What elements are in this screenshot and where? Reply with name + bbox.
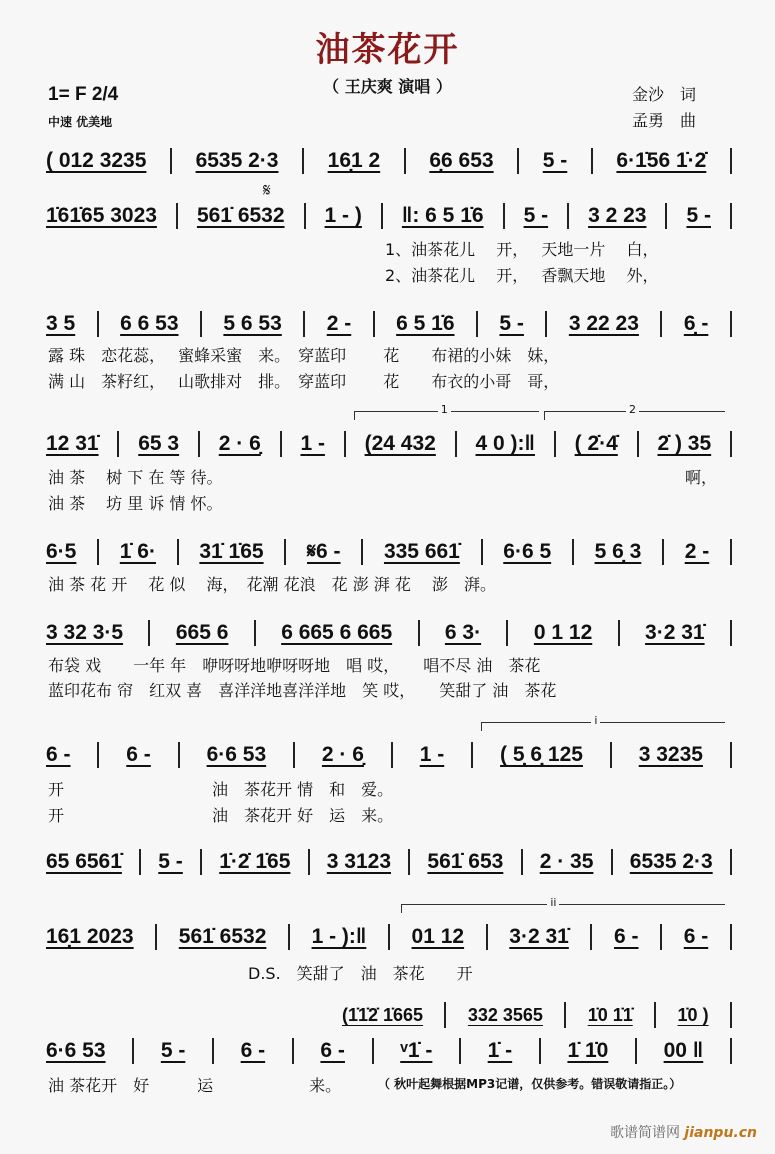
measure: 0 1 12 (533, 621, 593, 644)
barline (304, 203, 306, 229)
lyric-line: 油 茶花开 情 和 爱。 (212, 780, 394, 799)
barline (288, 924, 290, 950)
measure: 6 6 53 (120, 312, 179, 335)
lyric-line: 布袋 戏 一年 年 咿呀呀地咿呀呀地 唱 哎， 唱不尽 油 茶花 (48, 656, 541, 675)
lyric-line: 油 茶 坊 里 诉 情 怀。 (48, 494, 223, 513)
lyric-line: 油 茶 树 下 在 等 待。 (48, 468, 223, 487)
barline (381, 203, 383, 229)
barline (662, 539, 664, 565)
barline (459, 1038, 461, 1064)
composer: 孟勇 曲 (632, 111, 697, 130)
barline (517, 148, 519, 174)
barline (476, 311, 478, 337)
barline (506, 620, 508, 646)
barline (611, 849, 613, 875)
measure: 5 - (499, 312, 524, 335)
barline (730, 742, 732, 768)
watermark (610, 1122, 757, 1142)
watermark-text: 歌谱简谱网 (609, 1125, 680, 1141)
lyric-line: 油 茶花开 好 运 来。 (212, 806, 394, 825)
measure: 2 - (326, 312, 352, 335)
measure: ( 2̇·4̇ (574, 432, 618, 455)
barline (200, 311, 202, 337)
barline (590, 924, 592, 950)
barline (486, 924, 488, 950)
measure: 6 - (46, 743, 71, 766)
barline (344, 431, 346, 457)
staff-row (46, 1036, 732, 1066)
measure: 1̇ - (487, 1039, 513, 1062)
measure: 6 - (614, 925, 639, 948)
measure: 1̇0 1̇1̇ (587, 1004, 633, 1025)
lyric-line: 油 茶花开 好 运 来。 (48, 1076, 342, 1095)
staff-row (46, 847, 732, 877)
measure: 6·6 53 (206, 743, 267, 766)
barline (660, 311, 662, 337)
measure: ‖: 6 5 1̇6 (401, 204, 484, 227)
barline (212, 1038, 214, 1064)
barline (471, 742, 473, 768)
lyric-line: 露 珠 恋花蕊， 蜜蜂采蜜 来。 穿蓝印 花 布裙的小妹 妹， (48, 346, 560, 365)
lyric-line: 1、油茶花儿 开， 天地一片 白， (385, 240, 659, 259)
measure: 6·1̇56 1̇·2̇ (616, 149, 707, 172)
barline (418, 620, 420, 646)
barline (567, 203, 569, 229)
staff-row (46, 429, 732, 459)
barline (618, 620, 620, 646)
barline (654, 1002, 656, 1028)
measure: 3·2 31̇ (509, 925, 569, 948)
measure: 335 661̇ (383, 540, 460, 563)
staff-row (46, 618, 732, 648)
measure: 1̇61̇65 3023 (46, 204, 157, 227)
lyric-line: 油 茶 花 开 花 似 海， 花潮 花浪 花 澎 湃 花 澎 湃。 (48, 575, 496, 594)
barline (97, 311, 99, 337)
measure: 561̇ 653 (427, 850, 504, 873)
transcription-note: （ 秋叶起舞根据MP3记谱，仅供参考。错误敬请指正。） (378, 1077, 682, 1091)
measure: 1̇ 1̇0 (567, 1039, 609, 1062)
measure: (1̇1̇2̇ 1̇665 (342, 1004, 424, 1025)
volta-2 (544, 403, 725, 420)
barline (97, 742, 99, 768)
barline (730, 539, 732, 565)
barline (97, 539, 99, 565)
measure: 3 3123 (326, 850, 392, 873)
lyric-line: D.S. 笑甜了 油 茶花 开 (248, 964, 473, 983)
measure: 𝄋6 - (307, 540, 341, 563)
measure: 1̇ 6· (119, 540, 156, 563)
barline (521, 849, 523, 875)
measure: 4 0 ):‖ (475, 432, 535, 455)
measure: 16̣1 2 (327, 149, 381, 172)
barline (292, 1038, 294, 1064)
barline (155, 924, 157, 950)
lyric-line: 满 山 茶籽红， 山歌排对 排。 穿蓝印 花 布衣的小哥 哥， (48, 372, 560, 391)
measure: 65 3 (138, 432, 180, 455)
measure: 2 · 35 (539, 850, 594, 873)
measure: 665 6 (175, 621, 229, 644)
barline (388, 924, 390, 950)
lyricist: 金沙 词 (632, 85, 697, 104)
measure: 5 6 53 (223, 312, 282, 335)
staff-row (46, 146, 732, 176)
measure: 5 6̣ 3 (594, 540, 642, 563)
lyric-line: 啊， (685, 468, 718, 487)
barline (730, 620, 732, 646)
measure: 6535 2·3 (195, 149, 279, 172)
barline (132, 1038, 134, 1064)
barline (730, 203, 732, 229)
barline (444, 1002, 446, 1028)
measure: 2̇ ) 35 (657, 432, 712, 455)
measure: ( 012 3235 (46, 149, 147, 172)
measure: 3·2 31̇ (645, 621, 705, 644)
barline (280, 431, 282, 457)
barline (139, 849, 141, 875)
watermark-domain: jianpu.cn (684, 1125, 757, 1141)
staff-row (46, 201, 732, 231)
barline (373, 311, 375, 337)
measure: 65 6561̇ (46, 850, 122, 873)
barline (178, 742, 180, 768)
measure: 00 ‖ (663, 1039, 704, 1062)
measure: 5 - (542, 149, 568, 172)
barline (117, 431, 119, 457)
barline (404, 148, 406, 174)
measure: 1̇0 ) (677, 1004, 709, 1025)
measure: 3 22 23 (568, 312, 639, 335)
barline (302, 148, 304, 174)
measure: 2 - (684, 540, 710, 563)
barline (610, 742, 612, 768)
volta-label: 2 (626, 403, 639, 416)
measure: 6·5 (46, 540, 77, 563)
measure: 1 - ) (324, 204, 362, 227)
volta-i (481, 714, 725, 731)
measure: 16̣1 2023 (46, 925, 134, 948)
measure: 1 - ):‖ (311, 925, 367, 948)
lyric-line: 蓝印花布 帘 红双 喜 喜洋洋地喜洋洋地 笑 哎， 笑甜了 油 茶花 (48, 681, 557, 700)
measure: 3 32 3·5 (46, 621, 124, 644)
volta-ii (401, 896, 725, 913)
barline (730, 849, 732, 875)
barline (284, 539, 286, 565)
measure: 6 - (126, 743, 151, 766)
measure: 2 · 6̣ (218, 432, 261, 455)
measure: ᵛ1̇ - (400, 1039, 433, 1062)
measure: 332 3565 (467, 1004, 543, 1025)
measure: 01 12 (411, 925, 465, 948)
barline (148, 620, 150, 646)
measure: 3 5 (46, 312, 76, 335)
barline (637, 431, 639, 457)
measure: 6 - (320, 1039, 345, 1062)
barline (730, 148, 732, 174)
measure: 1 - (419, 743, 445, 766)
measure: 5 - (686, 204, 711, 227)
lyric-line: 开 (48, 806, 65, 825)
barline (308, 849, 310, 875)
barline (554, 431, 556, 457)
measure: 1̇·2̇ 1̇65 (219, 850, 291, 873)
lyric-line: 2、油茶花儿 开， 香飘天地 外， (385, 266, 659, 285)
segno-icon: 𝄋 (263, 180, 271, 201)
measure: 2 · 6̣ (321, 743, 364, 766)
barline (591, 148, 593, 174)
barline (198, 431, 200, 457)
measure: 12 31̇ (46, 432, 99, 455)
barline (730, 431, 732, 457)
barline (572, 539, 574, 565)
tempo-marking: 中速 优美地 (48, 115, 113, 129)
barline (372, 1038, 374, 1064)
measure: 5 - (523, 204, 549, 227)
staff-row (46, 740, 732, 770)
staff-row (46, 537, 732, 567)
lyric-line: 开 (48, 780, 65, 799)
barline (503, 203, 505, 229)
barline (303, 311, 305, 337)
measure: 6 665 6 665 (281, 621, 393, 644)
volta-label: i (591, 714, 600, 727)
barline (539, 1038, 541, 1064)
measure: 6 - (240, 1039, 266, 1062)
volta-label: 1 (438, 403, 451, 416)
barline (361, 539, 363, 565)
barline (455, 431, 457, 457)
volta-1 (354, 403, 539, 420)
barline (170, 148, 172, 174)
barline (293, 742, 295, 768)
singer: （ 王庆爽 演唱 ） (323, 77, 452, 96)
barline (200, 849, 202, 875)
barline (665, 203, 667, 229)
measure: 5 - (160, 1039, 186, 1062)
measure: 561̇ 6532 (178, 925, 267, 948)
barline (660, 924, 662, 950)
measure: (24 432 (364, 432, 436, 455)
barline (254, 620, 256, 646)
measure: 6 - (683, 925, 709, 948)
barline (730, 1038, 732, 1064)
barline (730, 311, 732, 337)
measure: ( 5̣ 6̣ 125 (500, 743, 583, 766)
measure: 6̣6 653 (429, 149, 494, 172)
barline (545, 311, 547, 337)
staff-row (46, 922, 732, 952)
measure: 3 3235 (638, 743, 703, 766)
barline (564, 1002, 566, 1028)
barline (730, 1002, 732, 1028)
measure: 5 - (158, 850, 183, 873)
measure: 3 2 23 (588, 204, 647, 227)
barline (177, 539, 179, 565)
barline (730, 924, 732, 950)
measure: 6·6 5 (503, 540, 552, 563)
measure: 561̇ 6532 (196, 204, 285, 227)
barline (176, 203, 178, 229)
measure: 6 5 1̇6 (396, 312, 455, 335)
key-signature: 1= F 2/4 (48, 84, 119, 105)
measure: 6535 2·3 (629, 850, 713, 873)
measure: 6 3· (444, 621, 482, 644)
barline (391, 742, 393, 768)
volta-label: ii (547, 896, 559, 909)
measure: 6̣ - (683, 312, 709, 335)
measure: 1 - (300, 432, 325, 455)
barline (481, 539, 483, 565)
staff-row (342, 1000, 732, 1030)
staff-row (46, 309, 732, 339)
measure: 6·6 53 (46, 1039, 106, 1062)
barline (408, 849, 410, 875)
song-title: 油茶花开 (315, 30, 460, 70)
measure: 31̇ 1̇65 (199, 540, 264, 563)
barline (635, 1038, 637, 1064)
